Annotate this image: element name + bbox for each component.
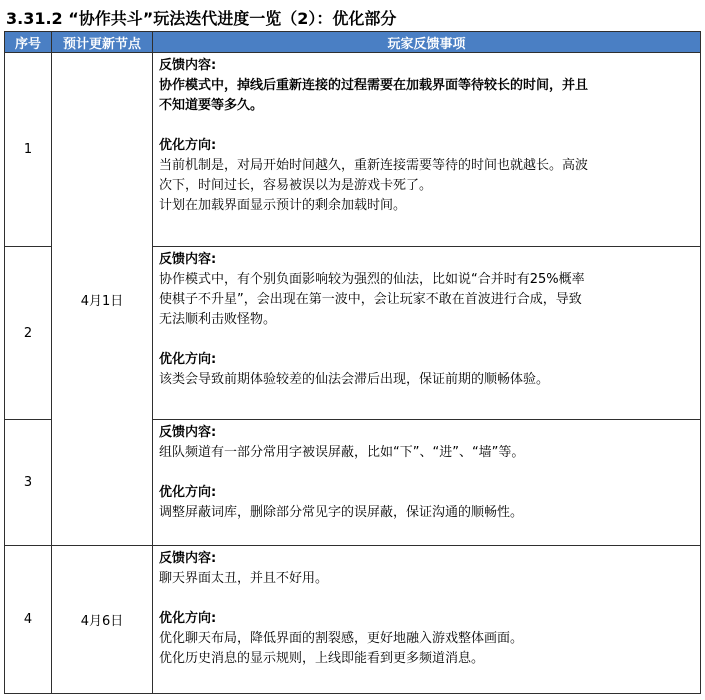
row-index: 1	[5, 53, 52, 247]
row-index: 2	[5, 247, 52, 420]
row-index: 3	[5, 420, 52, 546]
update-date-cell: 4月1日	[52, 53, 153, 546]
feedback-line: 使棋子不升星”，会出现在第一波中，会让玩家不敢在首波进行合成，导致	[159, 292, 582, 307]
header-index: 序号	[5, 32, 52, 53]
feedback-line: 协作模式中，掉线后重新连接的过程需要在加载界面等待较长的时间，并且	[159, 78, 589, 93]
feedback-line: 组队频道有一部分常用字被误屏蔽，比如“下”、“进”、“墙”等。	[159, 445, 525, 460]
feedback-line: 聊天界面太丑，并且不好用。	[159, 571, 329, 586]
optimize-line: 计划在加载界面显示预计的剩余加载时间。	[159, 198, 407, 213]
section-title: 3.31.2 “协作共斗”玩法迭代进度一览（2）：优化部分	[6, 9, 397, 28]
feedback-cell	[153, 247, 701, 420]
header-update-date: 预计更新节点	[52, 32, 153, 53]
feedback-table	[4, 31, 701, 694]
feedback-line: 不知道要等多久。	[159, 98, 264, 113]
optimize-label: 优化方向:	[159, 611, 217, 626]
feedback-line: 无法顺利击败怪物。	[159, 312, 277, 327]
optimize-line: 当前机制是，对局开始时间越久，重新连接需要等待的时间也就越长。高波	[159, 158, 589, 173]
feedback-label: 反馈内容:	[159, 551, 217, 566]
feedback-label: 反馈内容:	[159, 425, 217, 440]
optimize-label: 优化方向:	[159, 352, 217, 367]
optimize-line: 优化聊天布局，降低界面的割裂感，更好地融入游戏整体画面。	[159, 631, 524, 646]
feedback-cell	[153, 546, 701, 694]
optimize-line: 优化历史消息的显示规则，上线即能看到更多频道消息。	[159, 651, 485, 666]
table-header-row	[5, 32, 701, 53]
optimize-line: 该类会导致前期体验较差的仙法会滞后出现，保证前期的顺畅体验。	[159, 372, 550, 387]
feedback-label: 反馈内容:	[159, 252, 217, 267]
table-row	[5, 53, 701, 247]
optimize-line: 次下，时间过长，容易被误以为是游戏卡死了。	[159, 178, 433, 193]
feedback-cell	[153, 420, 701, 546]
feedback-line: 协作模式中，有个别负面影响较为强烈的仙法，比如说“合并时有25%概率	[159, 272, 585, 287]
update-date-cell: 4月6日	[52, 546, 153, 694]
feedback-cell	[153, 53, 701, 247]
table-row	[5, 546, 701, 694]
feedback-label: 反馈内容:	[159, 58, 217, 73]
optimize-label: 优化方向:	[159, 485, 217, 500]
header-feedback-items: 玩家反馈事项	[153, 32, 701, 53]
row-index: 4	[5, 546, 52, 694]
optimize-line: 调整屏蔽词库，删除部分常见字的误屏蔽，保证沟通的顺畅性。	[159, 505, 524, 520]
optimize-label: 优化方向:	[159, 138, 217, 153]
